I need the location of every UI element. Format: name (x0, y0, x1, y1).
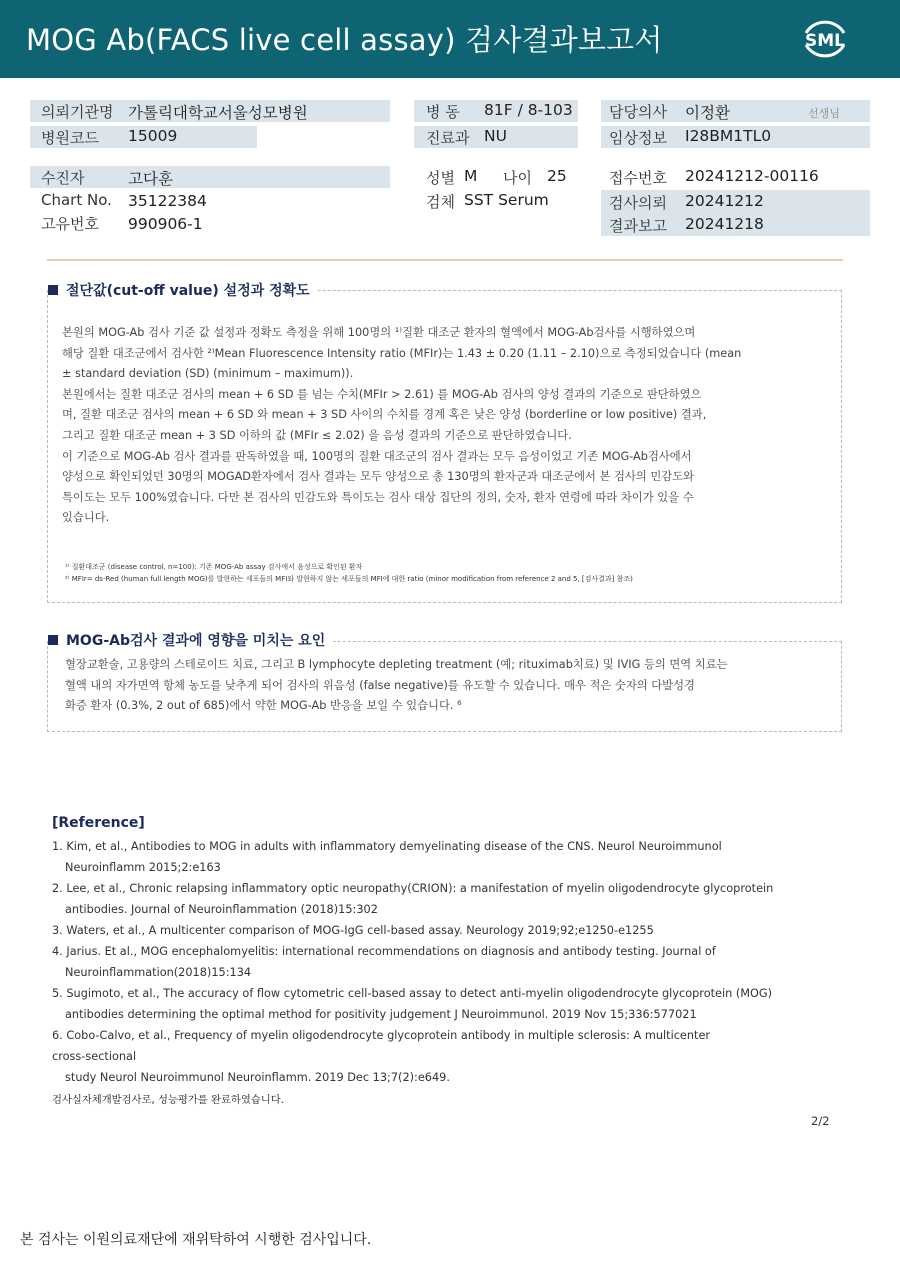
age-value: 25 (547, 167, 567, 185)
dept-label: 진료과 (426, 129, 470, 147)
report-header (0, 0, 900, 78)
reference-line: 5. Sugimoto, et al., The accuracy of flow cytometric cell-based assay to detect anti-myelin oligodendrocyte glycoprotein (MOG) (52, 987, 773, 1000)
cutoff-line: 본원의 MOG-Ab 검사 기준 값 설정과 정확도 측정을 위해 100명의 ¹⁾질환 대조군 환자의 혈액에서 MOG-Ab검사를 시행하였으며 (62, 326, 696, 339)
doctor-label: 담당의사 (609, 103, 667, 121)
bullet-square-icon (48, 285, 58, 295)
ward-value: 81F / 8-103 (484, 101, 573, 119)
hospital-code-label: 병원코드 (41, 129, 99, 147)
factors-title-text: MOG-Ab검사 결과에 영향을 미치는 요인 (66, 633, 326, 649)
reference-title: [Reference] (52, 815, 145, 831)
reference-line: antibodies. Journal of Neuroinflammation (2018)15:302 (65, 903, 378, 916)
report-label: 결과보고 (609, 217, 667, 235)
factors-section-title (48, 630, 333, 650)
report-value: 20241218 (685, 215, 764, 233)
dept-value: NU (484, 127, 507, 145)
cutoff-line: 며, 질환 대조군 검사의 mean + 6 SD 와 mean + 3 SD 사이의 수치를 경계 혹은 낮은 양성 (borderline or low positive) 결과, (62, 408, 707, 422)
outsourcing-note: 본 검사는 이원의료재단에 재위탁하여 시행한 검사입니다. (20, 1232, 372, 1248)
institution-value: 가톨릭대학교서울성모병원 (128, 104, 308, 122)
cutoff-section-title (48, 280, 318, 300)
factors-paragraph (65, 655, 728, 717)
unique-label: 고유번호 (41, 215, 99, 233)
chart-value: 35122384 (128, 192, 207, 210)
specimen-label: 검체 (426, 193, 455, 211)
reference-line: 1. Kim, et al., Antibodies to MOG in adults with inflammatory demyelinating disease of the CNS. Neurol Neuroimmunol (52, 840, 722, 853)
cutoff-line: 이 기준으로 MOG-Ab 검사 결과를 판독하였을 때, 100명의 질환 대조군의 검사 결과는 모두 음성이었고 기존 MOG-Ab검사에서 (62, 449, 692, 463)
cutoff-title-text: 절단값(cut-off value) 설정과 정확도 (66, 283, 310, 299)
request-value: 20241212 (685, 192, 764, 210)
report-title: MOG Ab(FACS live cell assay) 검사결과보고서 (26, 23, 663, 57)
institution-label: 의뢰기관명 (41, 103, 114, 121)
sex-label: 성별 (426, 169, 455, 187)
cutoff-line: ± standard deviation (SD) (minimum – maximum)). (62, 367, 354, 381)
reference-line: 4. Jarius. Et al., MOG encephalomyelitis: international recommendations on diagnosis and antibody testing. Journal of (52, 945, 716, 958)
footnote-2: ²⁾ MFIr= ds-Red (human full length MOG)를 발현하는 세포들의 MFI와 발현하지 않는 세포들의 MFI에 대한 ratio (minor modification from reference 2 and 5, [검사결과] 참조) (65, 575, 633, 583)
chart-label: Chart No. (41, 191, 112, 209)
factors-line: 혈장교환술, 고용량의 스테로이드 치료, 그리고 B lymphocyte depleting treatment (예; rituximab치료) 및 IVIG 등의 면역 치료는 (65, 658, 728, 671)
cutoff-line: 그리고 질환 대조군 mean + 3 SD 이하의 값 (MFIr ≤ 2.02) 을 음성 결과의 기준으로 판단하였습니다. (62, 428, 572, 442)
reference-line: Neuroinflamm 2015;2:e163 (65, 861, 221, 874)
cutoff-line: 해당 질환 대조군에서 검사한 ²⁾Mean Fluorescence Intensity ratio (MFIr)는 1.43 ± 0.20 (1.11 – 2.10)으로 측정되었습니다 (mean (62, 346, 742, 360)
reference-line: Neuroinflammation(2018)15:134 (65, 966, 252, 979)
cutoff-line: 있습니다. (62, 511, 110, 525)
clinical-label: 임상정보 (609, 129, 667, 147)
clinical-value: I28BM1TL0 (685, 127, 772, 145)
reference-line: cross-sectional (52, 1050, 137, 1063)
reference-list (52, 836, 773, 1088)
factors-line: 혈액 내의 자가면역 항체 농도를 낮추게 되어 검사의 위음성 (false negative)를 유도할 수 있습니다. 매우 적은 숫자의 다발성경 (65, 678, 695, 692)
section-divider (47, 259, 843, 261)
doctor-value: 이정환 (685, 104, 730, 122)
sml-logo (798, 13, 852, 65)
factors-line: 화증 환자 (0.3%, 2 out of 685)에서 약한 MOG-Ab 반응을 보일 수 있습니다. ⁶ (65, 699, 462, 713)
unique-value: 990906-1 (128, 215, 203, 233)
receipt-label: 접수번호 (609, 169, 667, 187)
footnote-1: ¹⁾ 질환대조군 (disease control, n=100): 기존 MOG-Ab assay 검사에서 음성으로 확인된 환자 (65, 563, 363, 571)
hospital-code-value: 15009 (128, 127, 178, 145)
reference-line: 6. Cobo-Calvo, et al., Frequency of myelin oligodendrocyte glycoprotein antibody in multiple sclerosis: A multicenter (52, 1029, 711, 1042)
ward-label: 병 동 (426, 103, 460, 121)
sex-value: M (464, 167, 478, 185)
patient-value: 고다훈 (128, 170, 173, 188)
receipt-value: 20241212-00116 (685, 167, 819, 185)
reference-line: 2. Lee, et al., Chronic relapsing inflammatory optic neuropathy(CRION): a manifestation of myelin oligodendrocyte glycoprotein (52, 882, 774, 895)
bullet-square-icon (48, 635, 58, 645)
reference-line: antibodies determining the optimal method for positivity judgement J Neuroimmunol. 2019 Nov 15;336:577021 (65, 1008, 697, 1021)
page-number: 2/2 (811, 1114, 830, 1128)
specimen-value: SST Serum (464, 191, 549, 209)
age-label: 나이 (503, 169, 532, 187)
doctor-suffix: 선생님 (808, 107, 840, 120)
patient-label: 수진자 (41, 169, 85, 187)
validation-note: 검사실자체개발검사로, 성능평가를 완료하였습니다. (52, 1094, 284, 1106)
logo-text: SML (805, 31, 845, 51)
reference-line: 3. Waters, et al., A multicenter comparison of MOG-IgG cell-based assay. Neurology 2019;92;e1250-e1255 (52, 924, 654, 937)
cutoff-line: 양성으로 확인되었던 30명의 MOGAD환자에서 검사 결과는 모두 양성으로 총 130명의 환자군과 대조군에서 본 검사의 민감도와 (62, 470, 695, 484)
cutoff-paragraph (62, 323, 741, 529)
reference-line: study Neurol Neuroimmunol Neuroinflamm. 2019 Dec 13;7(2):e649. (65, 1071, 450, 1084)
request-label: 검사의뢰 (609, 194, 667, 212)
cutoff-line: 본원에서는 질환 대조군 검사의 mean + 6 SD 를 넘는 수치(MFIr > 2.61) 를 MOG-Ab 검사의 양성 결과의 기준으로 판단하였으 (62, 387, 702, 401)
cutoff-line: 특이도는 모두 100%였습니다. 다만 본 검사의 민감도와 특이도는 검사 대상 집단의 정의, 숫자, 환자 연령에 따라 차이가 있을 수 (62, 490, 694, 504)
